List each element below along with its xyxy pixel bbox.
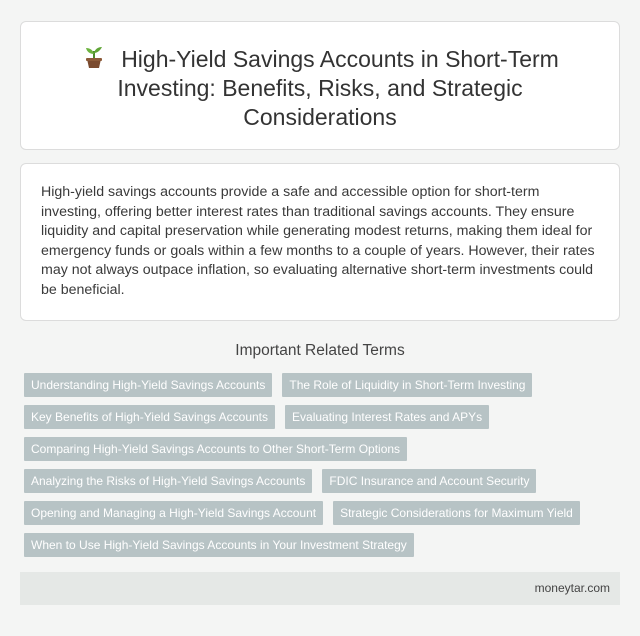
- related-term-tag[interactable]: Understanding High-Yield Savings Accounts: [24, 373, 272, 397]
- sprout-icon: [81, 44, 107, 70]
- summary-text: High-yield savings accounts provide a safe and accessible option for short-term investing, offering better interest rates than traditional savings accounts. They ensure liquidity and capital preservation while generating modest returns, making them ideal for emergency funds or goals within a few months to a couple of years. However, their rates may not always outpace inflation, so evaluating alternative short-term investments could be beneficial.: [41, 184, 595, 298]
- related-term-tag[interactable]: Evaluating Interest Rates and APYs: [285, 405, 489, 429]
- related-terms-list: [24, 373, 620, 557]
- related-term-tag[interactable]: Opening and Managing a High-Yield Savings Account: [24, 501, 323, 525]
- related-term-tag[interactable]: Key Benefits of High-Yield Savings Accounts: [24, 405, 275, 429]
- title-card: [20, 21, 620, 150]
- footer: [20, 572, 620, 605]
- page-title-text: High-Yield Savings Accounts in Short-Term Investing: Benefits, Risks, and Strategic Considerations: [117, 46, 559, 130]
- footer-brand[interactable]: moneytar.com: [534, 581, 610, 595]
- related-term-tag[interactable]: Comparing High-Yield Savings Accounts to Other Short-Term Options: [24, 437, 407, 461]
- page-title: [61, 44, 579, 132]
- summary-card: [20, 163, 620, 321]
- related-terms-heading: Important Related Terms: [235, 342, 405, 359]
- related-term-tag[interactable]: FDIC Insurance and Account Security: [322, 469, 536, 493]
- related-term-tag[interactable]: When to Use High-Yield Savings Accounts in Your Investment Strategy: [24, 533, 414, 557]
- related-term-tag[interactable]: Analyzing the Risks of High-Yield Savings Accounts: [24, 469, 312, 493]
- related-term-tag[interactable]: Strategic Considerations for Maximum Yield: [333, 501, 580, 525]
- related-term-tag[interactable]: The Role of Liquidity in Short-Term Investing: [282, 373, 532, 397]
